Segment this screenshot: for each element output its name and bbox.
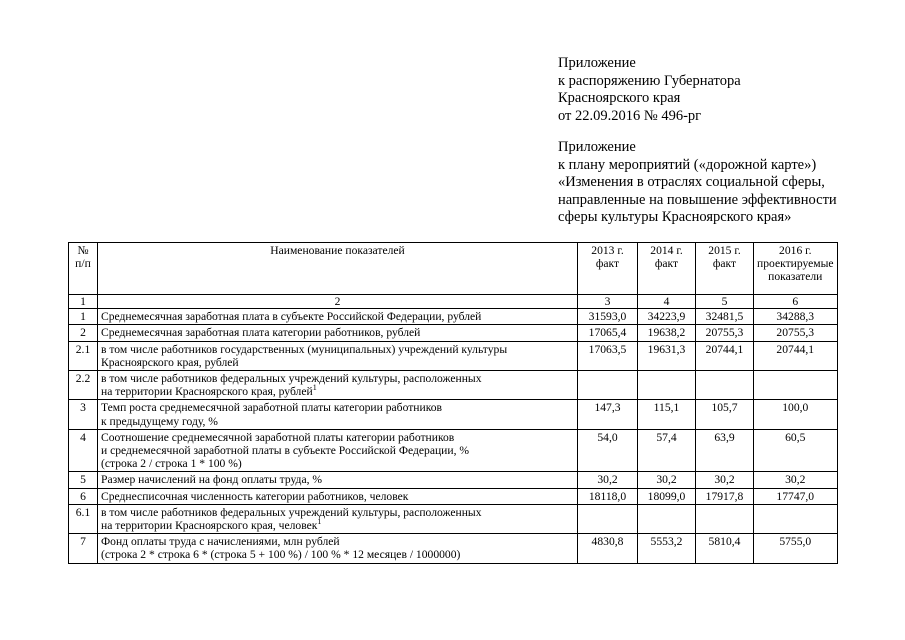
table-row	[69, 429, 838, 472]
table-row	[69, 400, 838, 429]
row-number: 1	[69, 309, 98, 325]
table-row	[69, 325, 838, 341]
value-2015: 20755,3	[696, 325, 754, 341]
value-2014: 19631,3	[638, 341, 696, 370]
value-2014: 30,2	[638, 472, 696, 488]
appendix1-line: от 22.09.2016 № 496-рг	[558, 107, 702, 124]
value-2013: 31593,0	[578, 309, 638, 325]
indicator-name	[98, 429, 578, 472]
table-row	[69, 341, 838, 370]
indicator-name-line: (строка 2 * строка 6 * (строка 5 + 100 %) / 100 % * 12 месяцев / 1000000)	[101, 548, 461, 562]
value-2013: 30,2	[578, 472, 638, 488]
value-2016: 17747,0	[754, 488, 838, 504]
indicator-name-line: Фонд оплаты труда с начислениями, млн рублей	[101, 535, 340, 549]
value-2016: 100,0	[754, 400, 838, 429]
value-2014: 115,1	[638, 400, 696, 429]
row-number: 2.2	[69, 371, 98, 400]
value-2015: 20744,1	[696, 341, 754, 370]
value-2016: 34288,3	[754, 309, 838, 325]
table-row	[69, 371, 838, 400]
indicator-name	[98, 371, 578, 400]
footnote-mark: 1	[312, 383, 317, 393]
indicator-name	[98, 472, 578, 488]
appendix-governor-order	[558, 55, 741, 125]
value-2015: 63,9	[696, 429, 754, 472]
value-2013: 17063,5	[578, 341, 638, 370]
row-number: 7	[69, 534, 98, 563]
value-2015: 30,2	[696, 472, 754, 488]
column-index: 6	[754, 295, 838, 309]
row-number: 6.1	[69, 504, 98, 533]
value-2016	[754, 371, 838, 400]
appendix2-line: сферы культуры Красноярского края»	[558, 209, 792, 225]
header-name: Наименование показателей	[98, 243, 578, 295]
header-num: № п/п	[69, 243, 98, 295]
appendix2-line: к плану мероприятий («дорожной карте»)	[558, 156, 817, 173]
header-2015: 2015 г. факт	[696, 243, 754, 295]
table-row	[69, 534, 838, 563]
value-2013: 18118,0	[578, 488, 638, 504]
table-row	[69, 472, 838, 488]
value-2015: 5810,4	[696, 534, 754, 563]
value-2015	[696, 504, 754, 533]
appendix2-line: Приложение	[558, 139, 636, 155]
indicator-name-line: к предыдущему году, %	[101, 414, 218, 428]
row-number: 3	[69, 400, 98, 429]
table-row	[69, 504, 838, 533]
value-2014: 19638,2	[638, 325, 696, 341]
value-2013: 54,0	[578, 429, 638, 472]
column-index: 3	[578, 295, 638, 309]
appendix1-line: Красноярского края	[558, 90, 681, 106]
value-2016: 60,5	[754, 429, 838, 472]
indicator-name-line: Размер начислений на фонд оплаты труда, %	[101, 473, 323, 487]
column-index: 5	[696, 295, 754, 309]
value-2014: 18099,0	[638, 488, 696, 504]
indicator-name-line: Красноярского края, рублей	[101, 355, 239, 369]
value-2016: 20744,1	[754, 341, 838, 370]
indicator-name	[98, 534, 578, 563]
table-header-row	[69, 243, 838, 295]
column-index: 2	[98, 295, 578, 309]
value-2013	[578, 504, 638, 533]
indicator-name-line: в том числе работников федеральных учреждений культуры, расположенных	[101, 372, 482, 386]
indicator-name-line: Среднемесячная заработная плата категории работников, рублей	[101, 326, 421, 340]
header-2014: 2014 г. факт	[638, 243, 696, 295]
appendix1-line: Приложение	[558, 55, 636, 71]
value-2013	[578, 371, 638, 400]
value-2015: 105,7	[696, 400, 754, 429]
value-2016: 5755,0	[754, 534, 838, 563]
indicator-name-line: Среднесписочная численность категории работников, человек	[101, 489, 409, 503]
value-2016: 20755,3	[754, 325, 838, 341]
row-number: 5	[69, 472, 98, 488]
value-2016	[754, 504, 838, 533]
row-number: 2.1	[69, 341, 98, 370]
indicator-name-line: на территории Красноярского края, рублей$^1$	[101, 383, 317, 399]
indicator-name	[98, 341, 578, 370]
footnote-mark: 1	[317, 517, 322, 527]
column-index: 4	[638, 295, 696, 309]
header-2016: 2016 г. проектируемые показатели	[754, 243, 838, 295]
value-2015	[696, 371, 754, 400]
indicator-name-line: на территории Красноярского края, человек$^1$	[101, 517, 322, 533]
table-row	[69, 309, 838, 325]
appendix-roadmap	[558, 139, 837, 227]
indicator-name	[98, 400, 578, 429]
value-2016: 30,2	[754, 472, 838, 488]
indicator-name	[98, 325, 578, 341]
value-2013: 147,3	[578, 400, 638, 429]
value-2014	[638, 504, 696, 533]
value-2014: 34223,9	[638, 309, 696, 325]
value-2014	[638, 371, 696, 400]
appendix1-line: к распоряжению Губернатора	[558, 72, 741, 89]
value-2013: 4830,8	[578, 534, 638, 563]
value-2013: 17065,4	[578, 325, 638, 341]
row-number: 6	[69, 488, 98, 504]
value-2015: 32481,5	[696, 309, 754, 325]
indicator-name-line: (строка 2 / строка 1 * 100 %)	[101, 457, 242, 471]
indicator-name-line: в том числе работников федеральных учреждений культуры, расположенных	[101, 505, 482, 519]
value-2014: 57,4	[638, 429, 696, 472]
indicator-name-line: и среднемесячной заработной платы в субъекте Российской Федерации, %	[101, 444, 470, 458]
header-2013: 2013 г. факт	[578, 243, 638, 295]
value-2015: 17917,8	[696, 488, 754, 504]
column-index: 1	[69, 295, 98, 309]
indicator-name-line: в том числе работников государственных (муниципальных) учреждений культуры	[101, 342, 508, 356]
indicator-name-line: Темп роста среднемесячной заработной платы категории работников	[101, 401, 443, 415]
indicators-table	[68, 242, 838, 564]
value-2014: 5553,2	[638, 534, 696, 563]
row-number: 2	[69, 325, 98, 341]
indicator-name-line: Среднемесячная заработная плата в субъекте Российской Федерации, рублей	[101, 310, 482, 324]
indicator-name-line: Соотношение среднемесячной заработной платы категории работников	[101, 430, 455, 444]
appendix2-line: направленные на повышение эффективности	[558, 191, 837, 208]
table-row	[69, 488, 838, 504]
column-index-row	[69, 295, 838, 309]
indicator-name	[98, 504, 578, 533]
appendix2-line: «Изменения в отраслях социальной сферы,	[558, 174, 825, 190]
indicator-name	[98, 309, 578, 325]
indicator-name	[98, 488, 578, 504]
row-number: 4	[69, 429, 98, 472]
